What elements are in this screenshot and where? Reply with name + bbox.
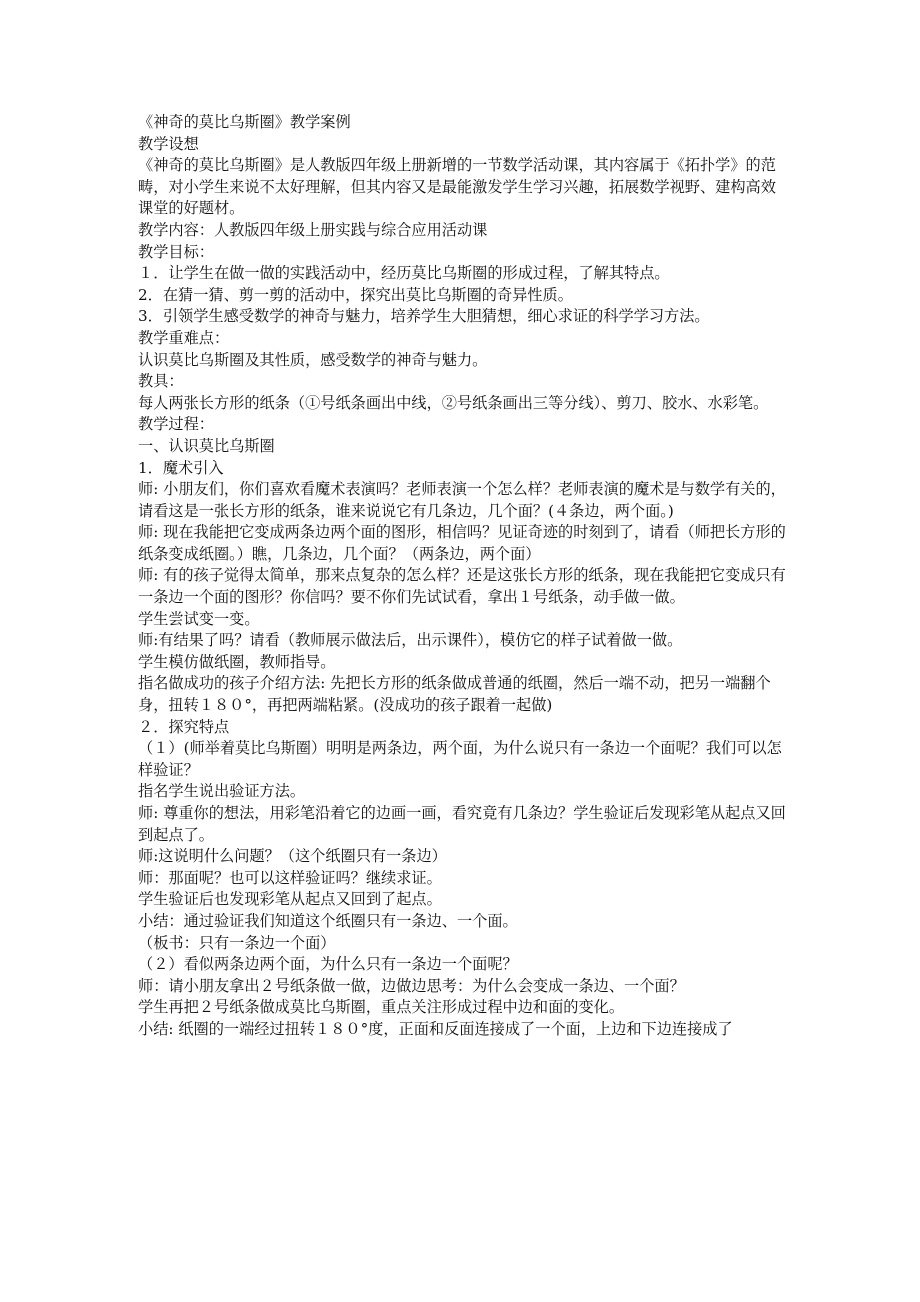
paragraph-teacher-4: 师:有结果了吗？请看（教师展示做法后，出示课件），模仿它的样子试着做一做。: [138, 631, 683, 650]
paragraph-question-2: （２）看似两条边两个面，为什么只有一条边一个面呢？: [138, 955, 518, 974]
paragraph-teacher-5: 师: 尊重你的想法，用彩笔沿着它的边画一画，看究竟有几条边？学生验证后发现彩笔从起点又回到起点了。: [138, 804, 786, 844]
heading-process: 教学过程：: [138, 415, 214, 434]
heading-key-points: 教学重难点：: [138, 328, 230, 347]
paragraph-summary-1: 小结：通过验证我们知道这个纸圈只有一条边、一个面。: [138, 911, 518, 930]
paragraph-student-2: 学生模仿做纸圈，教师指导。: [138, 652, 336, 671]
heading-materials: 教具：: [138, 372, 184, 391]
heading-goals: 教学目标：: [138, 242, 214, 261]
paragraph-student-5: 学生再把２号纸条做成莫比乌斯圈，重点关注形成过程中边和面的变化。: [138, 998, 624, 1017]
paragraph-intro: 《神奇的莫比乌斯圈》是人教版四年级上册新增的一节数学活动课，其内容属于《拓扑学》的范畴，对小学生来说不太好理解，但其内容又是最能激发学生学习兴趣，拓展数学视野、建构高效课堂的好题材。: [138, 156, 776, 218]
paragraph-materials: 每人两张长方形的纸条（①号纸条画出中线，②号纸条画出三等分线）、剪刀、胶水、水彩笔。: [138, 393, 769, 412]
paragraph-student-1: 学生尝试变一变。: [138, 609, 260, 628]
heading-teaching-idea: 教学设想: [138, 134, 199, 153]
paragraph-teacher-6: 师:这说明什么问题？（这个纸圈只有一条边）: [138, 847, 447, 866]
paragraph-teacher-3: 师: 有的孩子觉得太简单，那来点复杂的怎么样？还是这张长方形的纸条，现在我能把它变成只有一条边一个面的图形？你信吗？要不你们先试试看，拿出１号纸条，动手做一做。: [138, 566, 786, 607]
subsection-heading-2: ２．探究特点: [138, 717, 230, 736]
paragraph-teacher-8: 师：请小朋友拿出２号纸条做一做，边做边思考：为什么会变成一条边、一个面？: [138, 976, 685, 995]
paragraph-question-1: （１）(师举着莫比乌斯圈）明明是两条边，两个面，为什么说只有一条边一个面呢？我们可以怎样验证？: [138, 739, 782, 779]
paragraph-teacher-2: 师: 现在我能把它变成两条边两个面的图形，相信吗？见证奇迹的时刻到了，请看（师把长方形的纸条变成纸圈。）瞧，几条边，几个面？（两条边，两个面）: [138, 523, 786, 563]
subsection-heading-1: 1．魔术引入: [138, 458, 224, 477]
paragraph-content: 教学内容：人教版四年级上册实践与综合应用活动课: [138, 220, 488, 239]
section-heading-1: 一、认识莫比乌斯圈: [138, 436, 275, 455]
goal-item-2: 2．在猜一猜、剪一剪的活动中，探究出莫比乌斯圈的奇异性质。: [138, 285, 573, 304]
paragraph-student-3: 指名学生说出验证方法。: [138, 782, 306, 801]
paragraph-board-note: （板书：只有一条边一个面）: [138, 933, 336, 952]
goal-item-3: 3．引领学生感受数学的神奇与魅力，培养学生大胆猜想，细心求证的科学学习方法。: [138, 307, 710, 326]
paragraph-method: 指名做成功的孩子介绍方法: 先把长方形的纸条做成普通的纸圈，然后一端不动，把另一端翻个身，扭转１８０°，再把两端粘紧。(没成功的孩子跟着一起做): [138, 674, 771, 715]
document-title: 《神奇的莫比乌斯圈》教学案例: [138, 113, 351, 131]
paragraph-teacher-7: 师：那面呢？也可以这样验证吗？继续求证。: [138, 868, 442, 887]
paragraph-student-4: 学生验证后也发现彩笔从起点又回到了起点。: [138, 890, 442, 909]
paragraph-teacher-1: 师: 小朋友们，你们喜欢看魔术表演吗？老师表演一个怎么样？老师表演的魔术是与数学有关的，请看这是一张长方形的纸条，谁来说说它有几条边，几个面？(４条边，两个面。): [138, 480, 786, 520]
paragraph-summary-2: 小结: 纸圈的一端经过扭转１８０°度，正面和反面连接成了一个面，上边和下边连接成了: [138, 1019, 733, 1038]
goal-item-1: １．让学生在做一做的实践活动中，经历莫比乌斯圈的形成过程，了解其特点。: [138, 264, 670, 283]
paragraph-key-points: 认识莫比乌斯圈及其性质，感受数学的神奇与魅力。: [138, 350, 488, 369]
document-page: [138, 112, 786, 1041]
